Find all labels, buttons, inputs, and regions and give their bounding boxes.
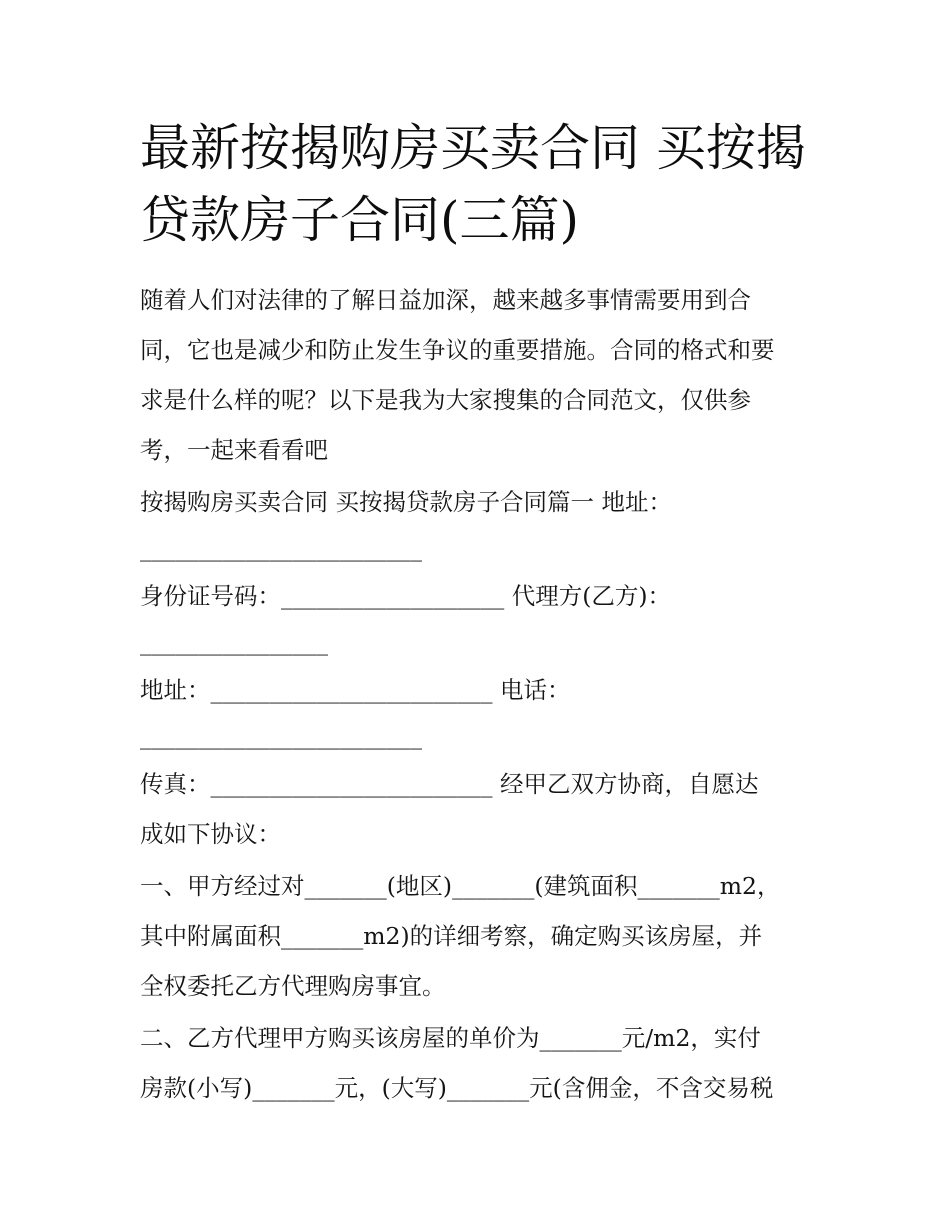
body-line-agreement: 成如下协议： (140, 820, 281, 848)
body-line-intro-2: 同，它也是减少和防止发生争议的重要措施。合同的格式和要 (140, 336, 775, 364)
document-title (140, 112, 820, 256)
body-line-intro-4: 考，一起来看看吧 (140, 436, 328, 464)
body-line-clause-2a: 二、乙方代理甲方购买该房屋的单价为_______元/m2，实付 (140, 1024, 761, 1052)
body-line-clause-2b: 房款(小写)_______元，(大写)_______元(含佣金，不含交易税 (140, 1074, 774, 1102)
body-line-intro-1: 随着人们对法律的了解日益加深，越来越多事情需要用到合 (140, 286, 751, 314)
body-line-intro-3: 求是什么样的呢？以下是我为大家搜集的合同范文，仅供参 (140, 386, 751, 414)
body-line-address-phone: 地址：________________________ 电话： (140, 676, 571, 704)
body-line-address-blank: ________________________ (140, 534, 422, 562)
body-line-clause-1c: 全权委托乙方代理购房事宜。 (140, 972, 446, 1000)
body-line-clause-1a: 一、甲方经过对_______(地区)_______(建筑面积_______m2， (140, 872, 781, 900)
body-line-clause-1b: 其中附属面积_______m2)的详细考察，确定购买该房屋，并 (140, 922, 763, 950)
title-line-2: 贷款房子合同(三篇) (140, 191, 580, 249)
title-line-1: 最新按揭购房买卖合同 买按揭 (140, 119, 806, 177)
body-line-phone-blank: ________________________ (140, 722, 422, 750)
body-line-id-number: 身份证号码：___________________ 代理方(乙方)： (140, 582, 672, 610)
body-line-agent-blank: ________________ (140, 628, 328, 656)
body-line-fax: 传真：________________________ 经甲乙双方协商，自愿达 (140, 770, 759, 798)
body-line-contract-heading: 按揭购房买卖合同 买按揭贷款房子合同篇一 地址： (140, 488, 672, 516)
